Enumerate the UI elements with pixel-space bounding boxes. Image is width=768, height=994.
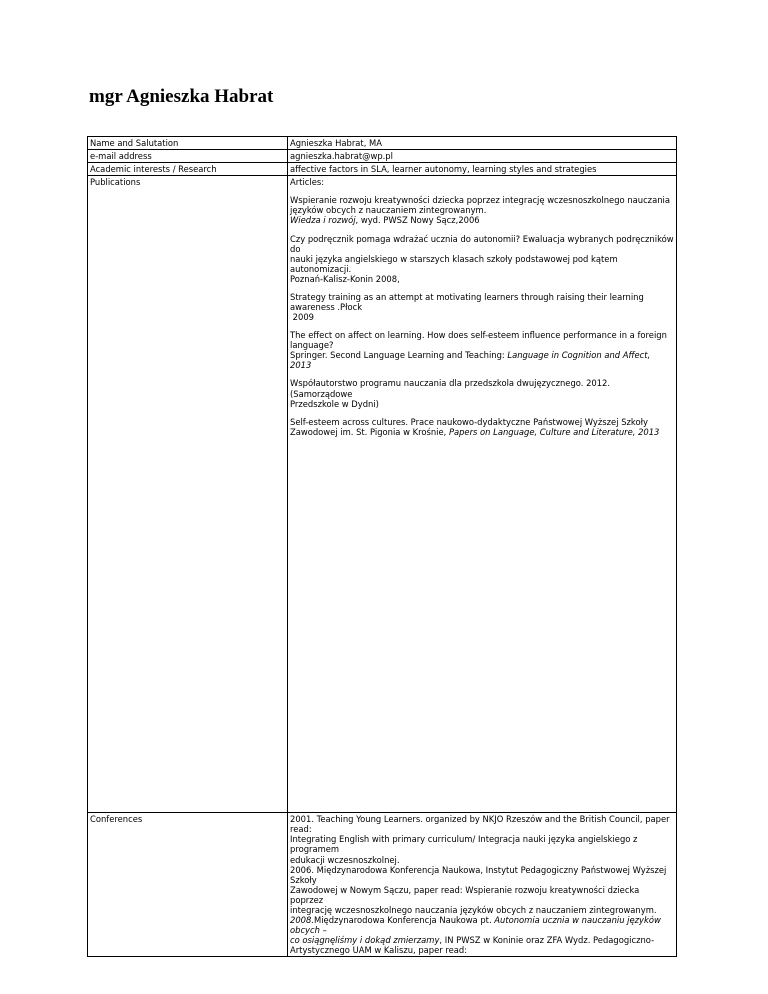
interests-label: Academic interests / Research (88, 163, 288, 176)
publication-line: języków obcych z nauczaniem zintegrowanym. (290, 205, 487, 216)
publication-item (290, 330, 674, 370)
publication-italic: Wiedza i rozwój (290, 215, 356, 226)
name-label: Name and Salutation (88, 137, 288, 150)
publications-label: Publications (88, 176, 288, 813)
conference-line: edukacji wczesnoszkolnej. (290, 854, 400, 865)
conference-italic: 2008. (290, 915, 314, 926)
table-row (88, 163, 677, 176)
conference-line: 2001. Teaching Young Learners. organized by NKJO Rzeszów and the British Council, paper read: (290, 814, 670, 835)
table-row (88, 150, 677, 163)
publication-line: Przedszkole w Dydni) (290, 398, 379, 409)
publication-line (290, 427, 674, 437)
publication-text: , wyd. PWSZ Nowy Sącz,2006 (355, 215, 480, 226)
conference-line: integrację wczesnoszkolnego nauczania języków obcych z nauczaniem zintegrowanym. (290, 904, 657, 915)
conference-line (290, 935, 674, 945)
publication-item (290, 234, 674, 284)
publication-item (290, 417, 674, 437)
conference-line (290, 915, 674, 935)
conference-line: 2006. Międzynarodowa Konferencja Naukowa, Instytut Pedagogiczny Państwowej Wyższej Szkoły (290, 864, 667, 885)
publication-line: Self-esteem across cultures. Prace naukowo-dydaktyczne Państwowej Wyższej Szkoły (290, 416, 648, 427)
interests-value: affective factors in SLA, learner autonomy, learning styles and strategies (288, 163, 677, 176)
publication-line: language? (290, 340, 334, 351)
publication-line: Współautorstwo programu nauczania dla przedszkola dwujęzycznego. 2012. (Samorządowe (290, 378, 611, 399)
page-title: mgr Agnieszka Habrat (89, 86, 274, 107)
publication-line: Wspieranie rozwoju kreatywności dziecka poprzez integrację wczesnoszkolnego nauczania (290, 195, 670, 206)
email-label: e-mail address (88, 150, 288, 163)
publication-italic: Language in Cognition and Affect, 2013 (290, 350, 651, 371)
publication-italic: Papers on Language, Culture and Literature, 2013 (448, 426, 660, 437)
publication-text: Zawodowej im. St. Pigonia w Krośnie, (290, 426, 449, 437)
conference-text: , IN PWSZ w Koninie oraz ZFA Wydz. Pedagogiczno- (439, 935, 655, 946)
table-row (88, 813, 677, 957)
publications-heading: Articles: (290, 177, 325, 188)
profile-table (87, 136, 677, 957)
publication-line (290, 350, 674, 370)
conference-text: Międzynarodowa Konferencja Naukowa pt. (313, 915, 495, 926)
publication-line: nauki języka angielskiego w starszych klasach szkoły podstawowej pod kątem autonomizacji. (290, 253, 618, 274)
publication-line: Czy podręcznik pomaga wdrażać ucznia do autonomii? Ewaluacja wybranych podręczników do (290, 233, 674, 254)
conferences-label: Conferences (88, 813, 288, 957)
table-row (88, 137, 677, 150)
publications-cell (288, 176, 677, 813)
publication-item (290, 195, 674, 225)
name-value: Agnieszka Habrat, MA (288, 137, 677, 150)
publication-line: Poznań-Kalisz-Konin 2008, (290, 273, 400, 284)
conference-italic: Autonomia ucznia w nauczaniu języków obcych – (290, 915, 661, 936)
publication-item (290, 292, 674, 322)
conference-italic: co osiągnęliśmy i dokąd zmierzamy (290, 935, 440, 946)
conference-line: Integrating English with primary curriculum/ Integracja nauki języka angielskiego z programem (290, 834, 638, 855)
publication-line: Strategy training as an attempt at motivating learners through raising their learning (290, 291, 644, 302)
publication-line: The effect on affect on learning. How does self-esteem influence performance in a foreign (290, 330, 667, 341)
email-value: agnieszka.habrat@wp.pl (288, 150, 677, 163)
publication-line (290, 215, 674, 225)
publication-line: 2009 (290, 312, 314, 323)
publication-text: Springer. Second Language Learning and Teaching: (290, 350, 508, 361)
publication-item (290, 378, 674, 408)
table-row (88, 176, 677, 813)
conference-line: Zawodowej w Nowym Sączu, paper read: Wspieranie rozwoju kreatywności dziecka poprzez (290, 884, 640, 905)
conferences-cell (288, 813, 677, 957)
conference-line: Artystycznego UAM w Kaliszu, paper read: (290, 945, 468, 956)
publication-line: awareness .Płock (290, 302, 363, 313)
